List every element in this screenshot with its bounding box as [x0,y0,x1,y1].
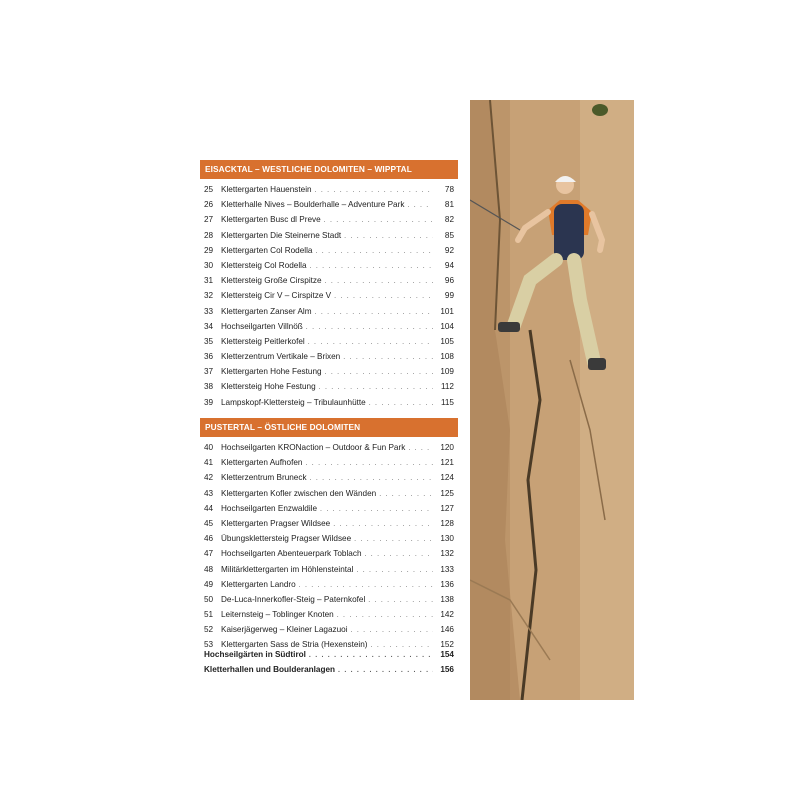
entry-name: Klettergarten Hauenstein [221,185,312,194]
entry-page: 109 [440,367,454,377]
entry-page: 92 [444,245,454,255]
entry-number: 52 [204,625,214,635]
entry-page: 78 [444,185,454,194]
entry-page: 82 [444,215,454,225]
entry-name: Hochseilgärten in Südtirol [204,650,306,659]
entry-number: 38 [204,382,214,392]
leader-dots [333,517,433,532]
entry-number: 46 [204,534,214,544]
toc-entry [200,364,458,379]
leader-dots [319,380,433,395]
section-header: PUSTERTAL – ÖSTLICHE DOLOMITEN [200,418,458,437]
entry-number: 30 [204,260,214,270]
leader-dots [315,183,433,198]
entry-page: 125 [440,488,454,498]
entry-name: Klettersteig Col Rodella [221,260,307,270]
leader-dots [324,213,433,228]
toc-entry [200,531,458,546]
entry-page: 81 [444,200,454,210]
toc-entry [200,349,458,364]
table-of-contents [200,160,458,675]
entry-page: 156 [440,665,454,675]
leader-dots [337,608,433,623]
entry-number: 42 [204,473,214,483]
toc-entry [200,501,458,516]
entry-number: 41 [204,458,214,468]
leader-dots [315,305,433,320]
leader-dots [351,623,433,638]
leader-dots [325,274,433,289]
entry-name: Klettergarten Sass de Stria (Hexenstein) [221,640,368,650]
entry-name: Kletterzentrum Vertikale – Brixen [221,352,341,362]
climber-photo [470,100,634,700]
entry-number: 29 [204,245,214,255]
entry-number: 39 [204,397,214,407]
entry-page: 132 [440,549,454,559]
entry-name: Hochseilgarten KRONaction – Outdoor & Fun Park [221,443,406,452]
entry-name: Klettersteig Große Cirspitze [221,276,322,286]
entry-page: 154 [440,650,454,659]
entry-page: 146 [440,625,454,635]
entry-page: 128 [440,518,454,528]
toc-entry [200,273,458,288]
entry-name: Kletterzentrum Bruneck [221,473,307,483]
entry-name: Klettergarten Aufhofen [221,458,303,468]
toc-entry [200,577,458,592]
entry-name: Klettersteig Cir V – Cirspitze V [221,291,332,301]
entry-page: 130 [440,534,454,544]
entry-page: 124 [440,473,454,483]
entry-number: 40 [204,443,214,452]
toc-entry [200,319,458,334]
toc-entry [200,470,458,485]
entry-name: Klettergarten Col Rodella [221,245,313,255]
toc-entry [200,379,458,394]
leader-dots [306,320,433,335]
toc-entry [200,258,458,273]
entry-name: De-Luca-Innerkofler-Steig – Paternkofel [221,594,366,604]
toc-entry [200,243,458,258]
entry-name: Klettergarten Pragser Wildsee [221,518,331,528]
toc-entry [200,455,458,470]
toc-entry [200,228,458,243]
leader-dots [354,532,433,547]
leader-dots [305,456,433,471]
entry-number: 50 [204,594,214,604]
entry-page: 85 [444,230,454,240]
entry-page: 99 [444,291,454,301]
entry-page: 104 [440,321,454,331]
toc-entry [200,212,458,227]
section-eisacktal [200,160,458,410]
entry-name: Lampskopf-Klettersteig – Tribulaunhütte [221,397,366,407]
entry-name: Klettergarten Hohe Festung [221,367,322,377]
leader-dots [309,648,433,663]
entry-number: 51 [204,610,214,620]
entry-name: Klettergarten Kofler zwischen den Wänden [221,488,377,498]
toc-entry [200,395,458,410]
toc-entry [200,592,458,607]
entry-name: Kletterhalle Nives – Boulderhalle – Adventure Park [221,200,405,210]
entry-page: 115 [440,397,454,407]
entry-number: 27 [204,215,214,225]
leader-dots [325,365,433,380]
entry-number: 25 [204,185,214,194]
entry-number: 35 [204,336,214,346]
entry-page: 127 [440,503,454,513]
leader-dots [379,487,433,502]
entry-number: 53 [204,640,214,650]
leader-dots [310,259,433,274]
entry-name: Klettergarten Zanser Alm [221,306,312,316]
section-header: EISACKTAL – WESTLICHE DOLOMITEN – WIPPTAL [200,160,458,179]
entry-name: Übungsklettersteig Pragser Wildsee [221,534,352,544]
entry-number: 49 [204,579,214,589]
entry-page: 133 [440,564,454,574]
leader-dots [369,396,433,411]
toc-entry [200,182,458,197]
leader-dots [343,350,433,365]
entry-name: Klettersteig Hohe Festung [221,382,316,392]
leader-dots [368,593,433,608]
appendix-entry [200,662,458,677]
section-pustertal [200,418,458,653]
entry-name: Kletterhallen und Boulderanlagen [204,665,336,675]
entry-name: Kaiserjägerweg – Kleiner Lagazuoi [221,625,348,635]
toc-entry [200,334,458,349]
entry-page: 94 [444,260,454,270]
entry-page: 136 [440,579,454,589]
entry-list [200,182,458,410]
entry-number: 48 [204,564,214,574]
entry-page: 138 [440,594,454,604]
entry-number: 47 [204,549,214,559]
leader-dots [344,229,433,244]
entry-number: 31 [204,276,214,286]
entry-name: Klettergarten Landro [221,579,296,589]
entry-number: 44 [204,503,214,513]
leader-dots [320,502,433,517]
entry-name: Hochseilgarten Villnöß [221,321,303,331]
entry-number: 26 [204,200,214,210]
entry-name: Leiternsteig – Toblinger Knoten [221,610,334,620]
entry-page: 120 [440,443,454,452]
leader-dots [315,244,433,259]
appendix-entry [200,647,458,662]
entry-page: 108 [440,352,454,362]
entry-number: 28 [204,230,214,240]
entry-number: 37 [204,367,214,377]
entry-page: 152 [440,640,454,650]
entry-page: 105 [440,336,454,346]
toc-entry [200,546,458,561]
entry-number: 32 [204,291,214,301]
entry-name: Klettersteig Peitlerkofel [221,336,305,346]
entry-page: 112 [440,382,454,392]
entry-number: 36 [204,352,214,362]
leader-dots [310,471,433,486]
climber-illustration [470,100,634,700]
appendix-list [200,647,458,677]
entry-number: 45 [204,518,214,528]
entry-number: 34 [204,321,214,331]
leader-dots [334,289,433,304]
entry-name: Hochseilgarten Abenteuerpark Toblach [221,549,362,559]
leader-dots [338,663,433,678]
toc-entry [200,440,458,455]
toc-entry [200,304,458,319]
toc-entry [200,288,458,303]
entry-page: 101 [440,306,454,316]
entry-number: 43 [204,488,214,498]
entry-page: 121 [440,458,454,468]
toc-entry [200,622,458,637]
toc-entry [200,486,458,501]
entry-list [200,440,458,653]
entry-name: Hochseilgarten Enzwaldile [221,503,318,513]
toc-entry [200,516,458,531]
leader-dots [365,547,434,562]
entry-page: 142 [440,610,454,620]
leader-dots [308,335,433,350]
leader-dots [408,441,433,456]
entry-name: Klettergarten Die Steinerne Stadt [221,230,342,240]
leader-dots [407,198,433,213]
entry-name: Militärklettergarten im Höhlensteintal [221,564,354,574]
entry-name: Klettergarten Busc dl Preve [221,215,321,225]
leader-dots [299,578,433,593]
entry-page: 96 [444,276,454,286]
leader-dots [356,563,433,578]
toc-entry [200,197,458,212]
toc-entry [200,562,458,577]
entry-number: 33 [204,306,214,316]
toc-entry [200,607,458,622]
